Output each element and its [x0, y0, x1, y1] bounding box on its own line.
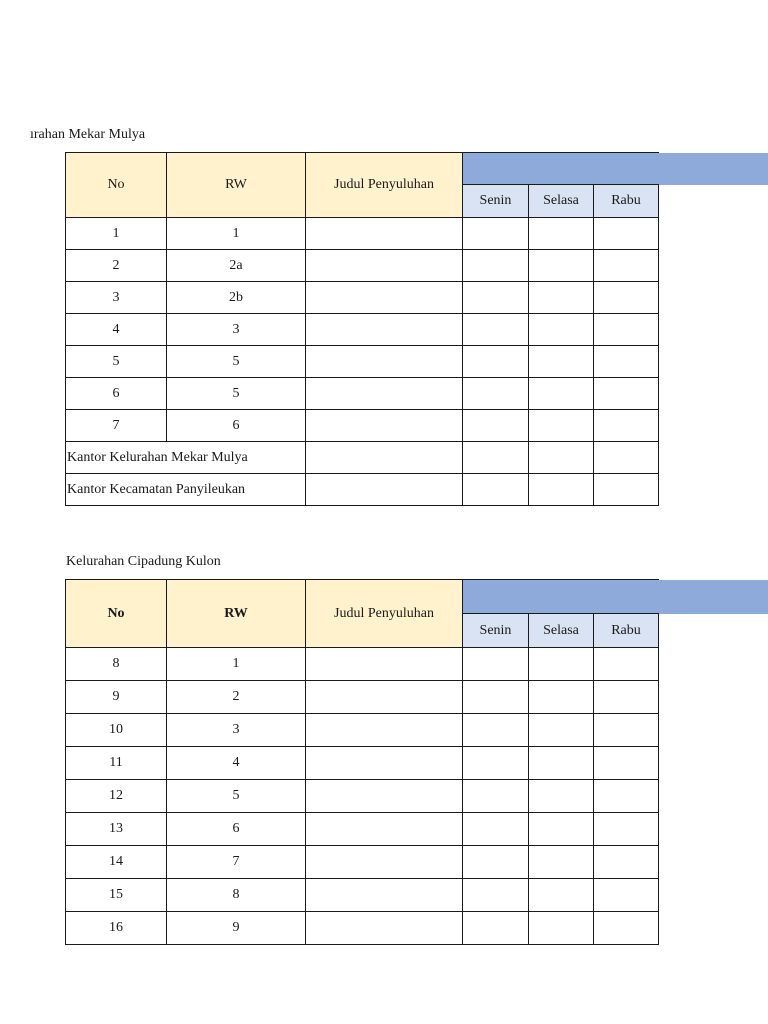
cell-no: 8: [66, 648, 167, 681]
cell-no: 14: [66, 846, 167, 879]
cell-judul: [306, 474, 463, 506]
cell-no: 16: [66, 912, 167, 945]
cell-judul: [306, 813, 463, 846]
cell-rw: 5: [167, 378, 306, 410]
cell-senin: [463, 912, 529, 945]
cell-senin: [463, 846, 529, 879]
cell-judul: [306, 410, 463, 442]
cell-senin: [463, 681, 529, 714]
cell-rabu: [594, 780, 659, 813]
cell-rabu: [594, 879, 659, 912]
cell-selasa: [529, 378, 594, 410]
table-row: [66, 282, 659, 314]
cell-selasa: [529, 780, 594, 813]
cell-judul: [306, 681, 463, 714]
cell-judul: [306, 912, 463, 945]
cell-rw: 6: [167, 410, 306, 442]
table-row: [66, 681, 659, 714]
cell-no: 2: [66, 250, 167, 282]
cell-selasa: [529, 747, 594, 780]
header-no: No: [66, 153, 167, 218]
header-selasa: Selasa: [529, 614, 594, 648]
cell-selasa: [529, 648, 594, 681]
cell-rabu: [594, 250, 659, 282]
cell-rw: 6: [167, 813, 306, 846]
cell-rw: 5: [167, 346, 306, 378]
table-row: [66, 846, 659, 879]
cell-judul: [306, 846, 463, 879]
cell-rabu: [594, 846, 659, 879]
cell-judul: [306, 879, 463, 912]
section2-caption: Kelurahan Cipadung Kulon: [66, 554, 221, 569]
cell-judul: [306, 346, 463, 378]
cell-senin: [463, 780, 529, 813]
cell-senin: [463, 250, 529, 282]
cell-rw: 7: [167, 846, 306, 879]
cell-rabu: [594, 747, 659, 780]
cell-no: 3: [66, 282, 167, 314]
cell-judul: [306, 378, 463, 410]
cell-selasa: [529, 314, 594, 346]
cell-no: 11: [66, 747, 167, 780]
cell-location-label: Kantor Kelurahan Mekar Mulya: [66, 442, 306, 474]
header-judul: Judul Penyuluhan: [306, 580, 463, 648]
cell-selasa: [529, 442, 594, 474]
cell-no: 9: [66, 681, 167, 714]
table-row-merged: [66, 474, 659, 506]
table-row: [66, 648, 659, 681]
cell-rw: 1: [167, 648, 306, 681]
cell-senin: [463, 218, 529, 250]
cell-senin: [463, 442, 529, 474]
cell-rabu: [594, 813, 659, 846]
header-judul: Judul Penyuluhan: [306, 153, 463, 218]
cell-selasa: [529, 250, 594, 282]
cell-rabu: [594, 282, 659, 314]
cell-selasa: [529, 346, 594, 378]
table-row: [66, 378, 659, 410]
cell-selasa: [529, 474, 594, 506]
cell-selasa: [529, 846, 594, 879]
table-row: [66, 314, 659, 346]
cell-no: 12: [66, 780, 167, 813]
section2-table: [65, 579, 659, 945]
table-row: [66, 346, 659, 378]
header-rabu: Rabu: [594, 614, 659, 648]
cell-senin: [463, 648, 529, 681]
cell-selasa: [529, 879, 594, 912]
cell-rabu: [594, 218, 659, 250]
table-row: [66, 813, 659, 846]
cell-selasa: [529, 714, 594, 747]
header-day-band: [463, 153, 659, 185]
cell-no: 4: [66, 314, 167, 346]
cell-senin: [463, 378, 529, 410]
cell-judul: [306, 648, 463, 681]
cell-senin: [463, 410, 529, 442]
table-row: [66, 714, 659, 747]
cell-rw: 2b: [167, 282, 306, 314]
cell-rw: 3: [167, 714, 306, 747]
cell-senin: [463, 282, 529, 314]
cell-rw: 8: [167, 879, 306, 912]
cell-no: 15: [66, 879, 167, 912]
cell-rw: 2: [167, 681, 306, 714]
cell-rabu: [594, 442, 659, 474]
cell-senin: [463, 879, 529, 912]
cell-rabu: [594, 714, 659, 747]
table-row: [66, 780, 659, 813]
cell-rw: 5: [167, 780, 306, 813]
cell-selasa: [529, 912, 594, 945]
cell-senin: [463, 346, 529, 378]
section1-header-band-extension: [658, 153, 768, 185]
table-row: [66, 218, 659, 250]
cell-rabu: [594, 314, 659, 346]
cell-senin: [463, 714, 529, 747]
cell-rw: 9: [167, 912, 306, 945]
header-day-band: [463, 580, 659, 614]
cell-selasa: [529, 813, 594, 846]
table-row-merged: [66, 442, 659, 474]
cell-selasa: [529, 218, 594, 250]
cell-judul: [306, 218, 463, 250]
cell-rw: 3: [167, 314, 306, 346]
section1-caption: ırahan Mekar Mulya: [30, 127, 146, 142]
table-row: [66, 912, 659, 945]
cell-judul: [306, 442, 463, 474]
cell-senin: [463, 747, 529, 780]
header-senin: Senin: [463, 185, 529, 218]
cell-selasa: [529, 681, 594, 714]
header-senin: Senin: [463, 614, 529, 648]
cell-judul: [306, 314, 463, 346]
cell-rw: 4: [167, 747, 306, 780]
cell-rabu: [594, 681, 659, 714]
cell-rabu: [594, 474, 659, 506]
cell-no: 13: [66, 813, 167, 846]
cell-rabu: [594, 410, 659, 442]
cell-rabu: [594, 912, 659, 945]
cell-judul: [306, 282, 463, 314]
table-row: [66, 747, 659, 780]
cell-senin: [463, 813, 529, 846]
cell-senin: [463, 474, 529, 506]
cell-rabu: [594, 346, 659, 378]
header-rabu: Rabu: [594, 185, 659, 218]
cell-selasa: [529, 282, 594, 314]
table-row: [66, 250, 659, 282]
cell-no: 10: [66, 714, 167, 747]
table-row: [66, 410, 659, 442]
cell-selasa: [529, 410, 594, 442]
cell-no: 6: [66, 378, 167, 410]
cell-judul: [306, 250, 463, 282]
cell-judul: [306, 780, 463, 813]
cell-judul: [306, 714, 463, 747]
table-row: [66, 879, 659, 912]
header-no: No: [66, 580, 167, 648]
cell-no: 7: [66, 410, 167, 442]
cell-location-label: Kantor Kecamatan Panyileukan: [66, 474, 306, 506]
cell-rw: 2a: [167, 250, 306, 282]
cell-rabu: [594, 378, 659, 410]
section1-table: [65, 152, 659, 506]
header-rw: RW: [167, 153, 306, 218]
cell-senin: [463, 314, 529, 346]
cell-rabu: [594, 648, 659, 681]
cell-no: 5: [66, 346, 167, 378]
header-selasa: Selasa: [529, 185, 594, 218]
cell-no: 1: [66, 218, 167, 250]
cell-judul: [306, 747, 463, 780]
cell-rw: 1: [167, 218, 306, 250]
header-rw: RW: [167, 580, 306, 648]
section2-header-band-extension: [658, 580, 768, 614]
